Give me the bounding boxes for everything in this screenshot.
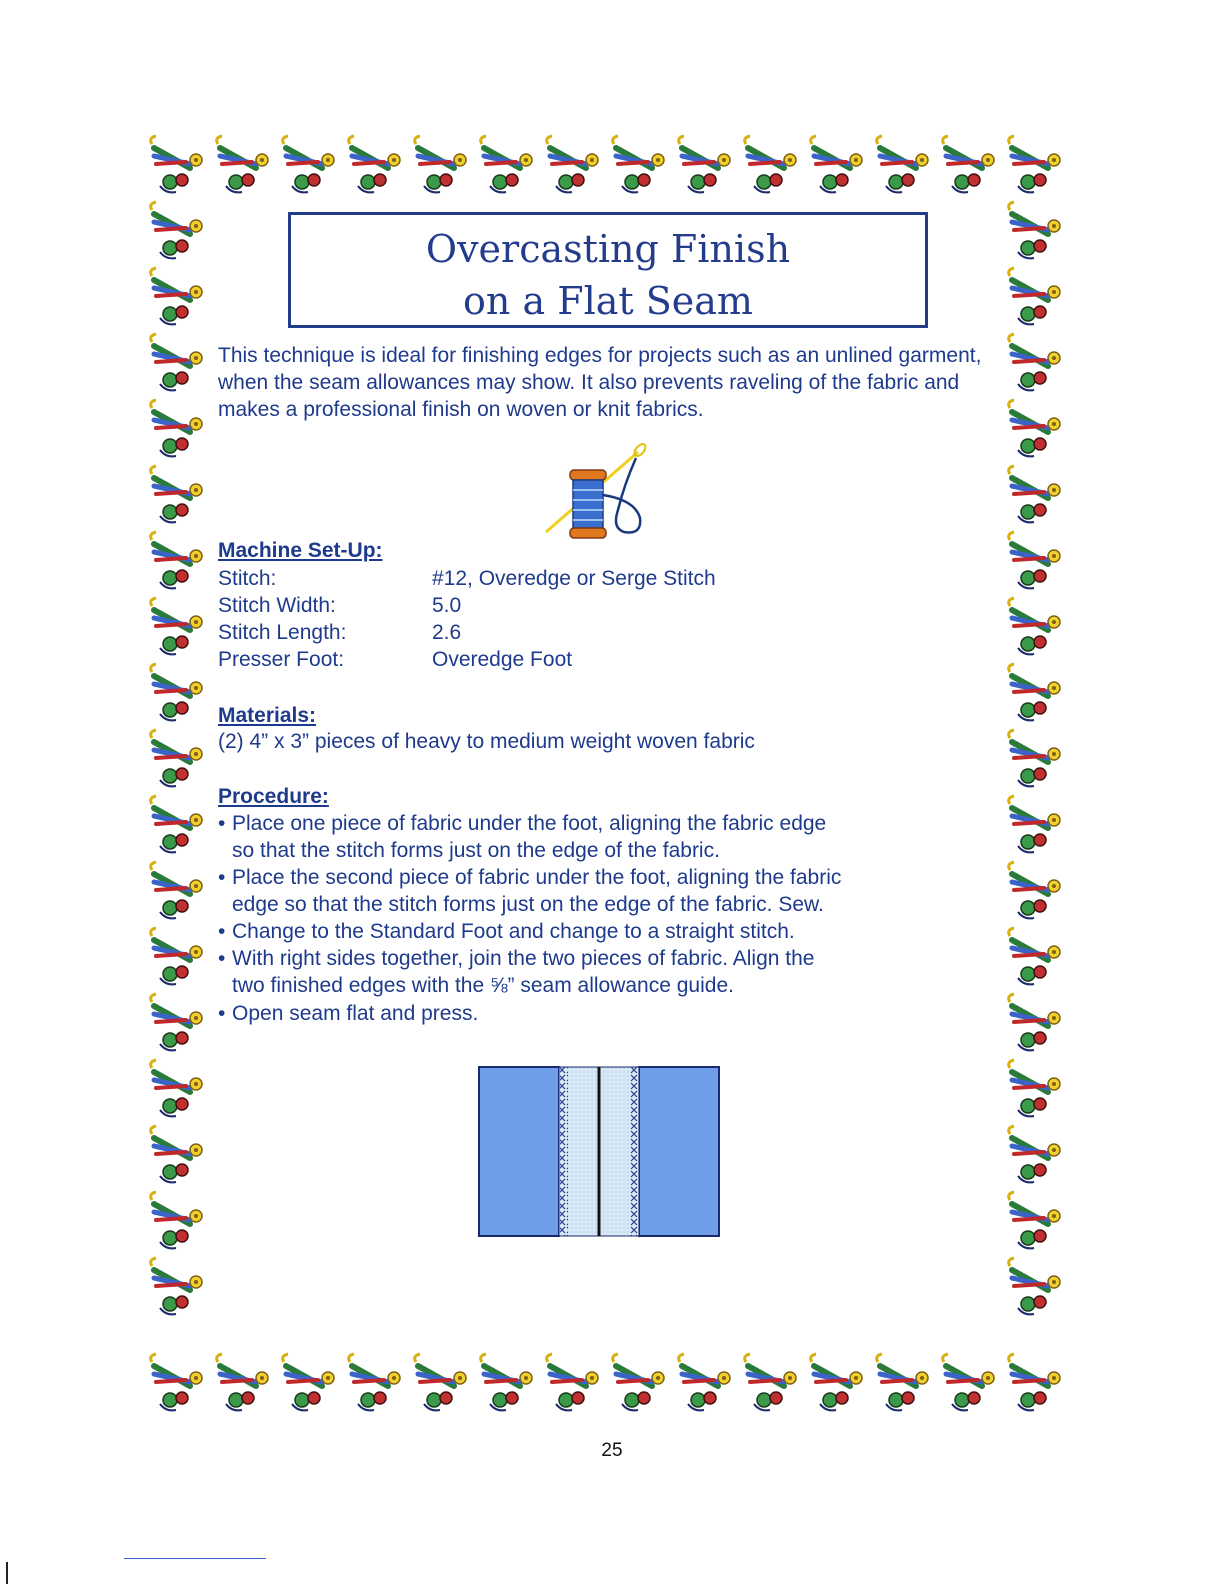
procedure-step-5 xyxy=(218,1000,478,1027)
intro-paragraph: This technique is ideal for finishing edges for projects such as an unlined garment, when the seam allowances may show. It also prevents raveling of the fabric and makes a professional finish on woven or knit fabrics. xyxy=(218,344,982,421)
page-title-line-1: Overcasting Finish xyxy=(425,227,791,271)
scissors-thread-spool-icon xyxy=(1004,860,1068,924)
flat-seam-diagram xyxy=(478,1066,720,1238)
scissors-thread-spool-icon xyxy=(476,1352,540,1416)
scissors-thread-spool-icon xyxy=(212,134,276,198)
scissors-thread-spool-icon xyxy=(1004,332,1068,396)
scissors-thread-spool-icon xyxy=(1004,596,1068,660)
scissors-thread-spool-icon xyxy=(1004,1256,1068,1320)
scissors-thread-spool-icon xyxy=(344,134,408,198)
scissors-thread-spool-icon xyxy=(608,1352,672,1416)
scissors-thread-spool-icon xyxy=(674,134,738,198)
bullet: • xyxy=(218,866,226,889)
scissors-thread-spool-icon xyxy=(872,134,936,198)
setup-row-stitch xyxy=(218,565,716,592)
machine-setup-heading: Machine Set-Up: xyxy=(218,539,383,562)
setup-row-stitch-length xyxy=(218,619,461,646)
scissors-thread-spool-icon xyxy=(806,134,870,198)
setup-value: 5.0 xyxy=(432,594,462,617)
scissors-thread-spool-icon xyxy=(542,1352,606,1416)
materials-text: (2) 4” x 3” pieces of heavy to medium weight woven fabric xyxy=(218,730,755,753)
scissors-thread-spool-icon xyxy=(1004,992,1068,1056)
scissors-thread-spool-icon xyxy=(1004,926,1068,990)
crop-mark xyxy=(6,1562,8,1584)
fabric-panel-left xyxy=(479,1067,559,1236)
scissors-thread-spool-icon xyxy=(146,926,210,990)
scissors-thread-spool-icon xyxy=(278,1352,342,1416)
scissors-thread-spool-icon xyxy=(146,728,210,792)
scissors-thread-spool-icon xyxy=(1004,266,1068,330)
procedure-step-1-cont: so that the stitch forms just on the edge of the fabric. xyxy=(232,839,720,862)
setup-value: 2.6 xyxy=(432,621,462,644)
scissors-thread-spool-icon xyxy=(608,134,672,198)
scissors-thread-spool-icon xyxy=(278,134,342,198)
setup-label: Stitch Width: xyxy=(218,594,336,617)
scissors-thread-spool-icon xyxy=(1004,728,1068,792)
procedure-step-2 xyxy=(218,864,841,891)
overcast-stitch-right xyxy=(630,1067,638,1236)
procedure-text: Change to the Standard Foot and change to a straight stitch. xyxy=(232,920,795,943)
scissors-thread-spool-icon xyxy=(1004,200,1068,264)
scissors-thread-spool-icon xyxy=(938,134,1002,198)
scissors-thread-spool-icon xyxy=(410,134,474,198)
bullet: • xyxy=(218,1002,226,1025)
procedure-step-3 xyxy=(218,918,795,945)
setup-label: Stitch Length: xyxy=(218,621,347,644)
scissors-thread-spool-icon xyxy=(872,1352,936,1416)
footer-rule xyxy=(124,1558,266,1559)
scissors-thread-spool-icon xyxy=(1004,1058,1068,1122)
scissors-thread-spool-icon xyxy=(1004,1190,1068,1254)
page-title-line-2: on a Flat Seam xyxy=(463,279,753,323)
scissors-thread-spool-icon xyxy=(542,134,606,198)
scissors-thread-spool-icon xyxy=(344,1352,408,1416)
scissors-thread-spool-icon xyxy=(212,1352,276,1416)
scissors-thread-spool-icon xyxy=(938,1352,1002,1416)
bullet: • xyxy=(218,812,226,835)
scissors-thread-spool-icon xyxy=(146,1058,210,1122)
scissors-thread-spool-icon xyxy=(146,266,210,330)
setup-row-presser-foot xyxy=(218,646,572,673)
setup-value: Overedge Foot xyxy=(432,648,573,671)
scissors-thread-spool-icon xyxy=(410,1352,474,1416)
scissors-thread-spool-icon xyxy=(146,332,210,396)
procedure-step-1 xyxy=(218,810,826,837)
scissors-thread-spool-icon xyxy=(146,662,210,726)
scissors-thread-spool-icon xyxy=(146,530,210,594)
scissors-thread-spool-icon xyxy=(740,134,804,198)
scissors-thread-spool-icon xyxy=(1004,794,1068,858)
scissors-thread-spool-icon xyxy=(146,596,210,660)
thread-spool-needle-icon xyxy=(540,440,660,550)
setup-label: Stitch: xyxy=(218,567,277,590)
scissors-thread-spool-icon xyxy=(146,464,210,528)
scissors-thread-spool-icon xyxy=(146,992,210,1056)
setup-value: #12, Overedge or Serge Stitch xyxy=(432,567,716,590)
scissors-thread-spool-icon xyxy=(146,1124,210,1188)
setup-row-stitch-width xyxy=(218,592,461,619)
fabric-panel-right xyxy=(639,1067,719,1236)
procedure-text: With right sides together, join the two pieces of fabric. Align the xyxy=(232,947,815,970)
scissors-thread-spool-icon xyxy=(146,1190,210,1254)
bullet: • xyxy=(218,947,226,970)
scissors-thread-spool-icon xyxy=(146,1352,210,1416)
scissors-thread-spool-icon xyxy=(1004,1124,1068,1188)
scissors-thread-spool-icon xyxy=(1004,662,1068,726)
procedure-step-4-cont: two finished edges with the ⅝” seam allowance guide. xyxy=(232,974,734,997)
scissors-thread-spool-icon xyxy=(1004,464,1068,528)
scissors-thread-spool-icon xyxy=(740,1352,804,1416)
scissors-thread-spool-icon xyxy=(476,134,540,198)
scissors-thread-spool-icon xyxy=(674,1352,738,1416)
procedure-heading: Procedure: xyxy=(218,785,329,808)
procedure-step-2-cont: edge so that the stitch forms just on the edge of the fabric. Sew. xyxy=(232,893,824,916)
scissors-thread-spool-icon xyxy=(806,1352,870,1416)
procedure-text: Place the second piece of fabric under the foot, aligning the fabric xyxy=(232,866,842,889)
procedure-step-4 xyxy=(218,945,814,972)
overcast-stitch-left xyxy=(560,1067,568,1236)
scissors-thread-spool-icon xyxy=(146,398,210,462)
scissors-thread-spool-icon xyxy=(146,860,210,924)
scissors-thread-spool-icon xyxy=(1004,1352,1068,1416)
procedure-text: Place one piece of fabric under the foot, aligning the fabric edge xyxy=(232,812,827,835)
materials-heading: Materials: xyxy=(218,704,317,727)
scissors-thread-spool-icon xyxy=(146,134,210,198)
scissors-thread-spool-icon xyxy=(146,200,210,264)
page-number: 25 xyxy=(601,1440,623,1461)
scissors-thread-spool-icon xyxy=(1004,530,1068,594)
bullet: • xyxy=(218,920,226,943)
setup-label: Presser Foot: xyxy=(218,648,345,671)
scissors-thread-spool-icon xyxy=(146,1256,210,1320)
scissors-thread-spool-icon xyxy=(146,794,210,858)
title-box xyxy=(288,212,928,328)
scissors-thread-spool-icon xyxy=(1004,134,1068,198)
procedure-text: Open seam flat and press. xyxy=(232,1002,479,1025)
scissors-thread-spool-icon xyxy=(1004,398,1068,462)
